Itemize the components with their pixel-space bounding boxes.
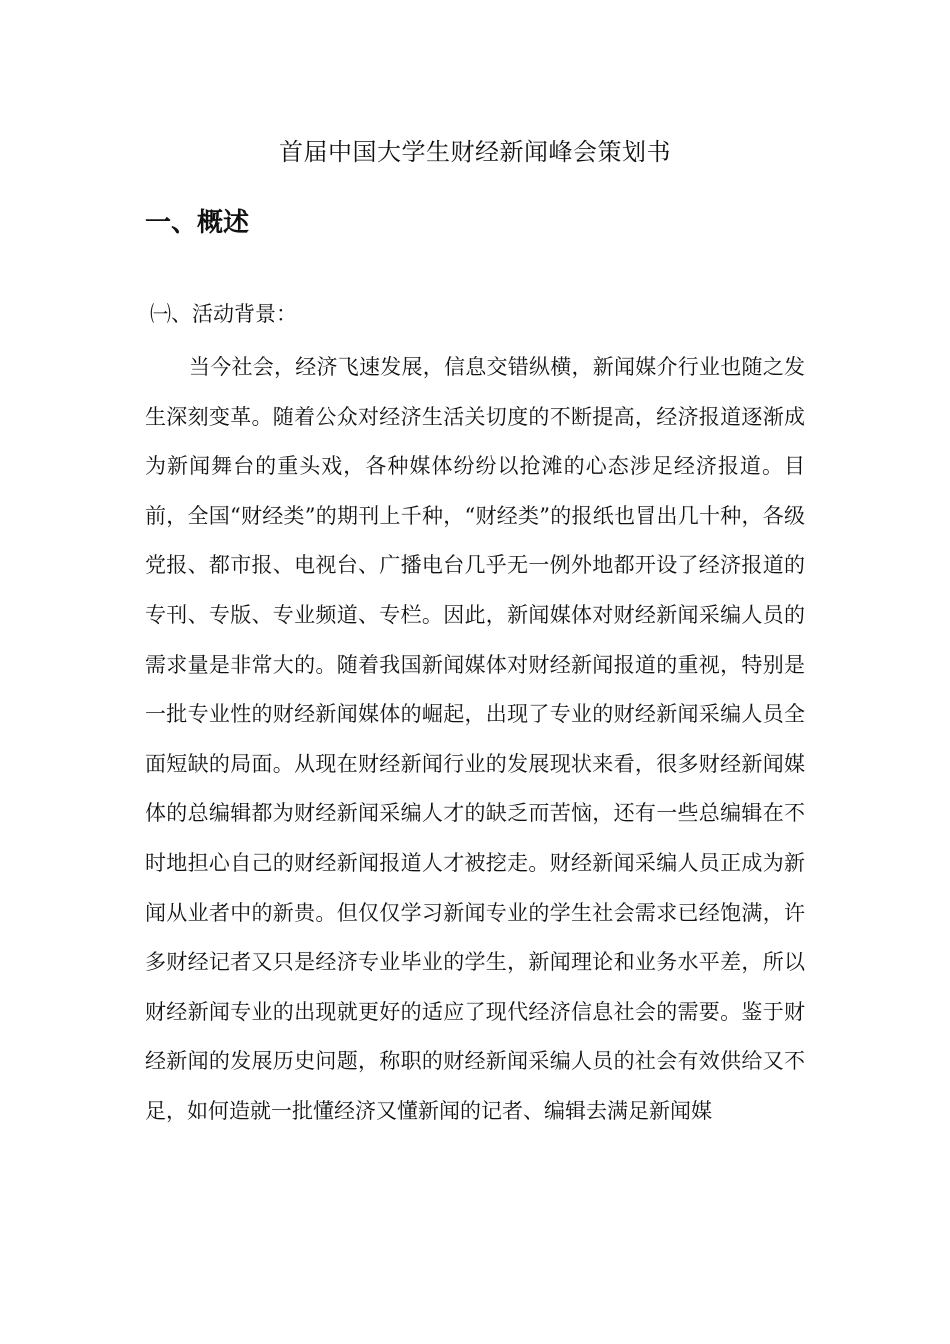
body-paragraph: 当今社会，经济飞速发展，信息交错纵横，新闻媒介行业也随之发生深刻变革。随着公众对经济生活关切度的不断提高，经济报道逐渐成为新闻舞台的重头戏，各种媒体纷纷以抢滩的心态涉足经济报道。目前，全国“财经类”的期刊上千种，“财经类”的报纸也冒出几十种，各级党报、都市报、电视台、广播电台几乎无一例外地都开设了经济报道的专刊、专版、专业频道、专栏。因此，新闻媒体对财经新闻采编人员的需求量是非常大的。随着我国新闻媒体对财经新闻报道的重视，特别是一批专业性的财经新闻媒体的崛起，出现了专业的财经新闻采编人员全面短缺的局面。从现在财经新闻行业的发展现状来看，很多财经新闻媒体的总编辑都为财经新闻采编人才的缺乏而苦恼，还有一些总编辑在不时地担心自己的财经新闻报道人才被挖走。财经新闻采编人员正成为新闻从业者中的新贵。但仅仅学习新闻专业的学生社会需求已经饱满，许多财经记者又只是经济专业毕业的学生，新闻理论和业务水平差，所以财经新闻专业的出现就更好的适应了现代经济信息社会的需要。鉴于财经新闻的发展历史问题，称职的财经新闻采编人员的社会有效供给又不足，如何造就一批懂经济又懂新闻的记者、编辑去满足新闻媒 (145, 355, 805, 1123)
subsection-heading: ㈠、活动背景： (150, 302, 297, 326)
section-heading: 一、概述 (145, 208, 250, 238)
document-title: 首届中国大学生财经新闻峰会策划书 (279, 138, 671, 166)
